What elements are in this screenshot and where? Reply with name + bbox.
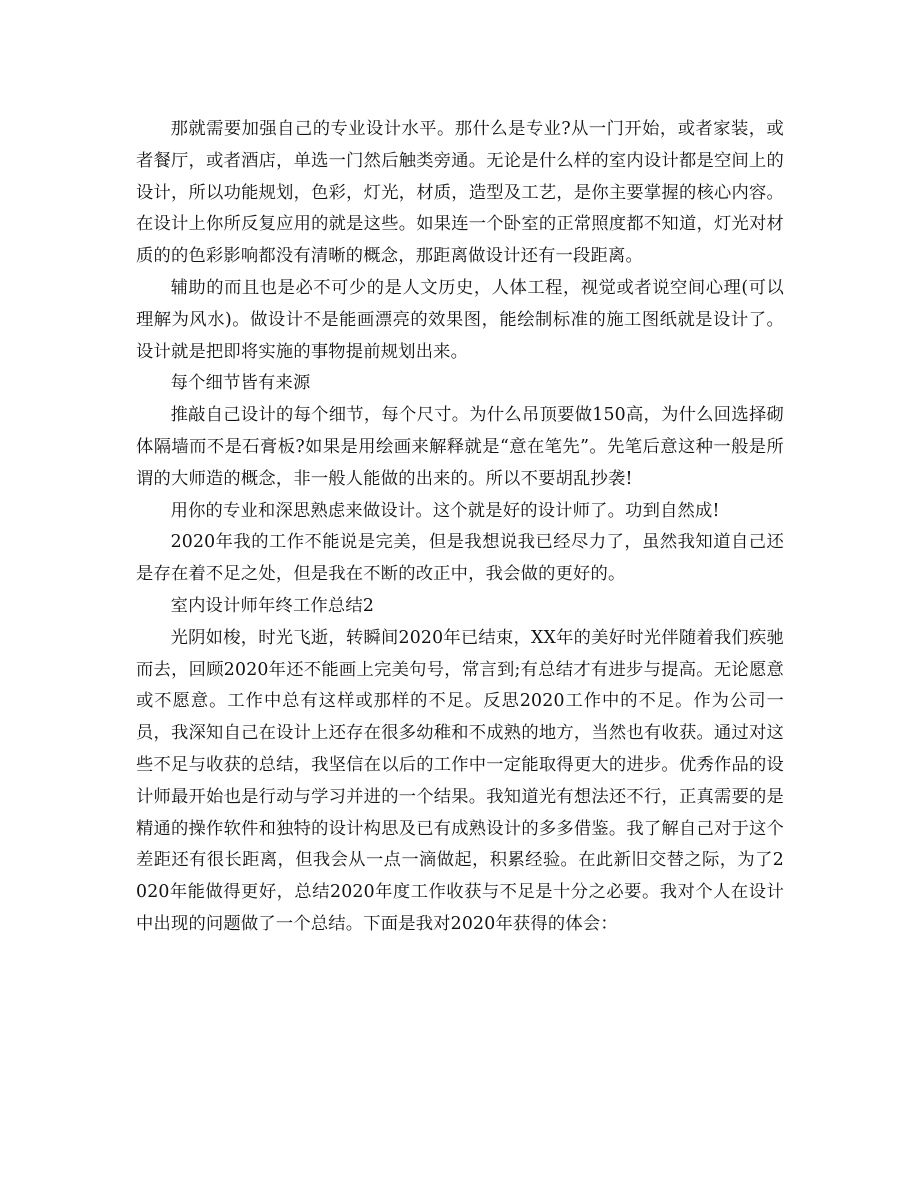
paragraph-5: 2020年我的工作不能说是完美，但是我想说我已经尽力了，虽然我知道自己还是存在着不足之处，但是我在不断的改正中，我会做的更好的。 [136,532,784,585]
paragraph-2: 辅助的而且也是必不可少的是人文历史，人体工程，视觉或者说空间心理(可以理解为风水)。做设计不是能画漂亮的效果图，能绘制标准的施工图纸就是设计了。设计就是把即将实施的事物提前规划出来。 [136,277,784,362]
section-heading-summary-2: 室内设计师年终工作总结2 [170,595,375,616]
document-body [136,114,784,941]
section-heading-details: 每个细节皆有来源 [170,373,311,394]
paragraph-4: 用你的专业和深思熟虑来做设计。这个就是好的设计师了。功到自然成! [170,500,720,521]
paragraph-6: 光阴如梭，时光飞逝，转瞬间2020年已结束，XX年的美好时光伴随着我们疾驰而去，回顾2020年还不能画上完美句号，常言到;有总结才有进步与提高。无论愿意或不愿意。工作中总有这样或那样的不足。反思2020工作中的不足。作为公司一员，我深知自己在设计上还存在很多幼稚和不成熟的地方，当然也有收获。通过对这些不足与收获的总结，我坚信在以后的工作中一定能取得更大的进步。优秀作品的设计师最开始也是行动与学习并进的一个结果。我知道光有想法还不行，正真需要的是精通的操作软件和独特的设计构思及已有成熟设计的多多借鉴。我了解自己对于这个差距还有很长距离，但我会从一点一滴做起，积累经验。在此新旧交替之际，为了2020年能做得更好，总结2020年度工作收获与不足是十分之必要。我对个人在设计中出现的问题做了一个总结。下面是我对2020年获得的体会： [136,627,784,934]
paragraph-3: 推敲自己设计的每个细节，每个尺寸。为什么吊顶要做150高，为什么回选择砌体隔墙而不是石膏板?如果是用绘画来解释就是“意在笔先”。先笔后意这种一般是所谓的大师造的概念，非一般人能做的出来的。所以不要胡乱抄袭! [136,405,784,489]
paragraph-1: 那就需要加强自己的专业设计水平。那什么是专业?从一门开始，或者家装，或者餐厅，或者酒店，单选一门然后触类旁通。无论是什么样的室内设计都是空间上的设计，所以功能规划，色彩，灯光，材质，造型及工艺，是你主要掌握的核心内容。在设计上你所反复应用的就是这些。如果连一个卧室的正常照度都不知道，灯光对材质的的色彩影响都没有清晰的概念，那距离做设计还有一段距离。 [136,119,784,267]
